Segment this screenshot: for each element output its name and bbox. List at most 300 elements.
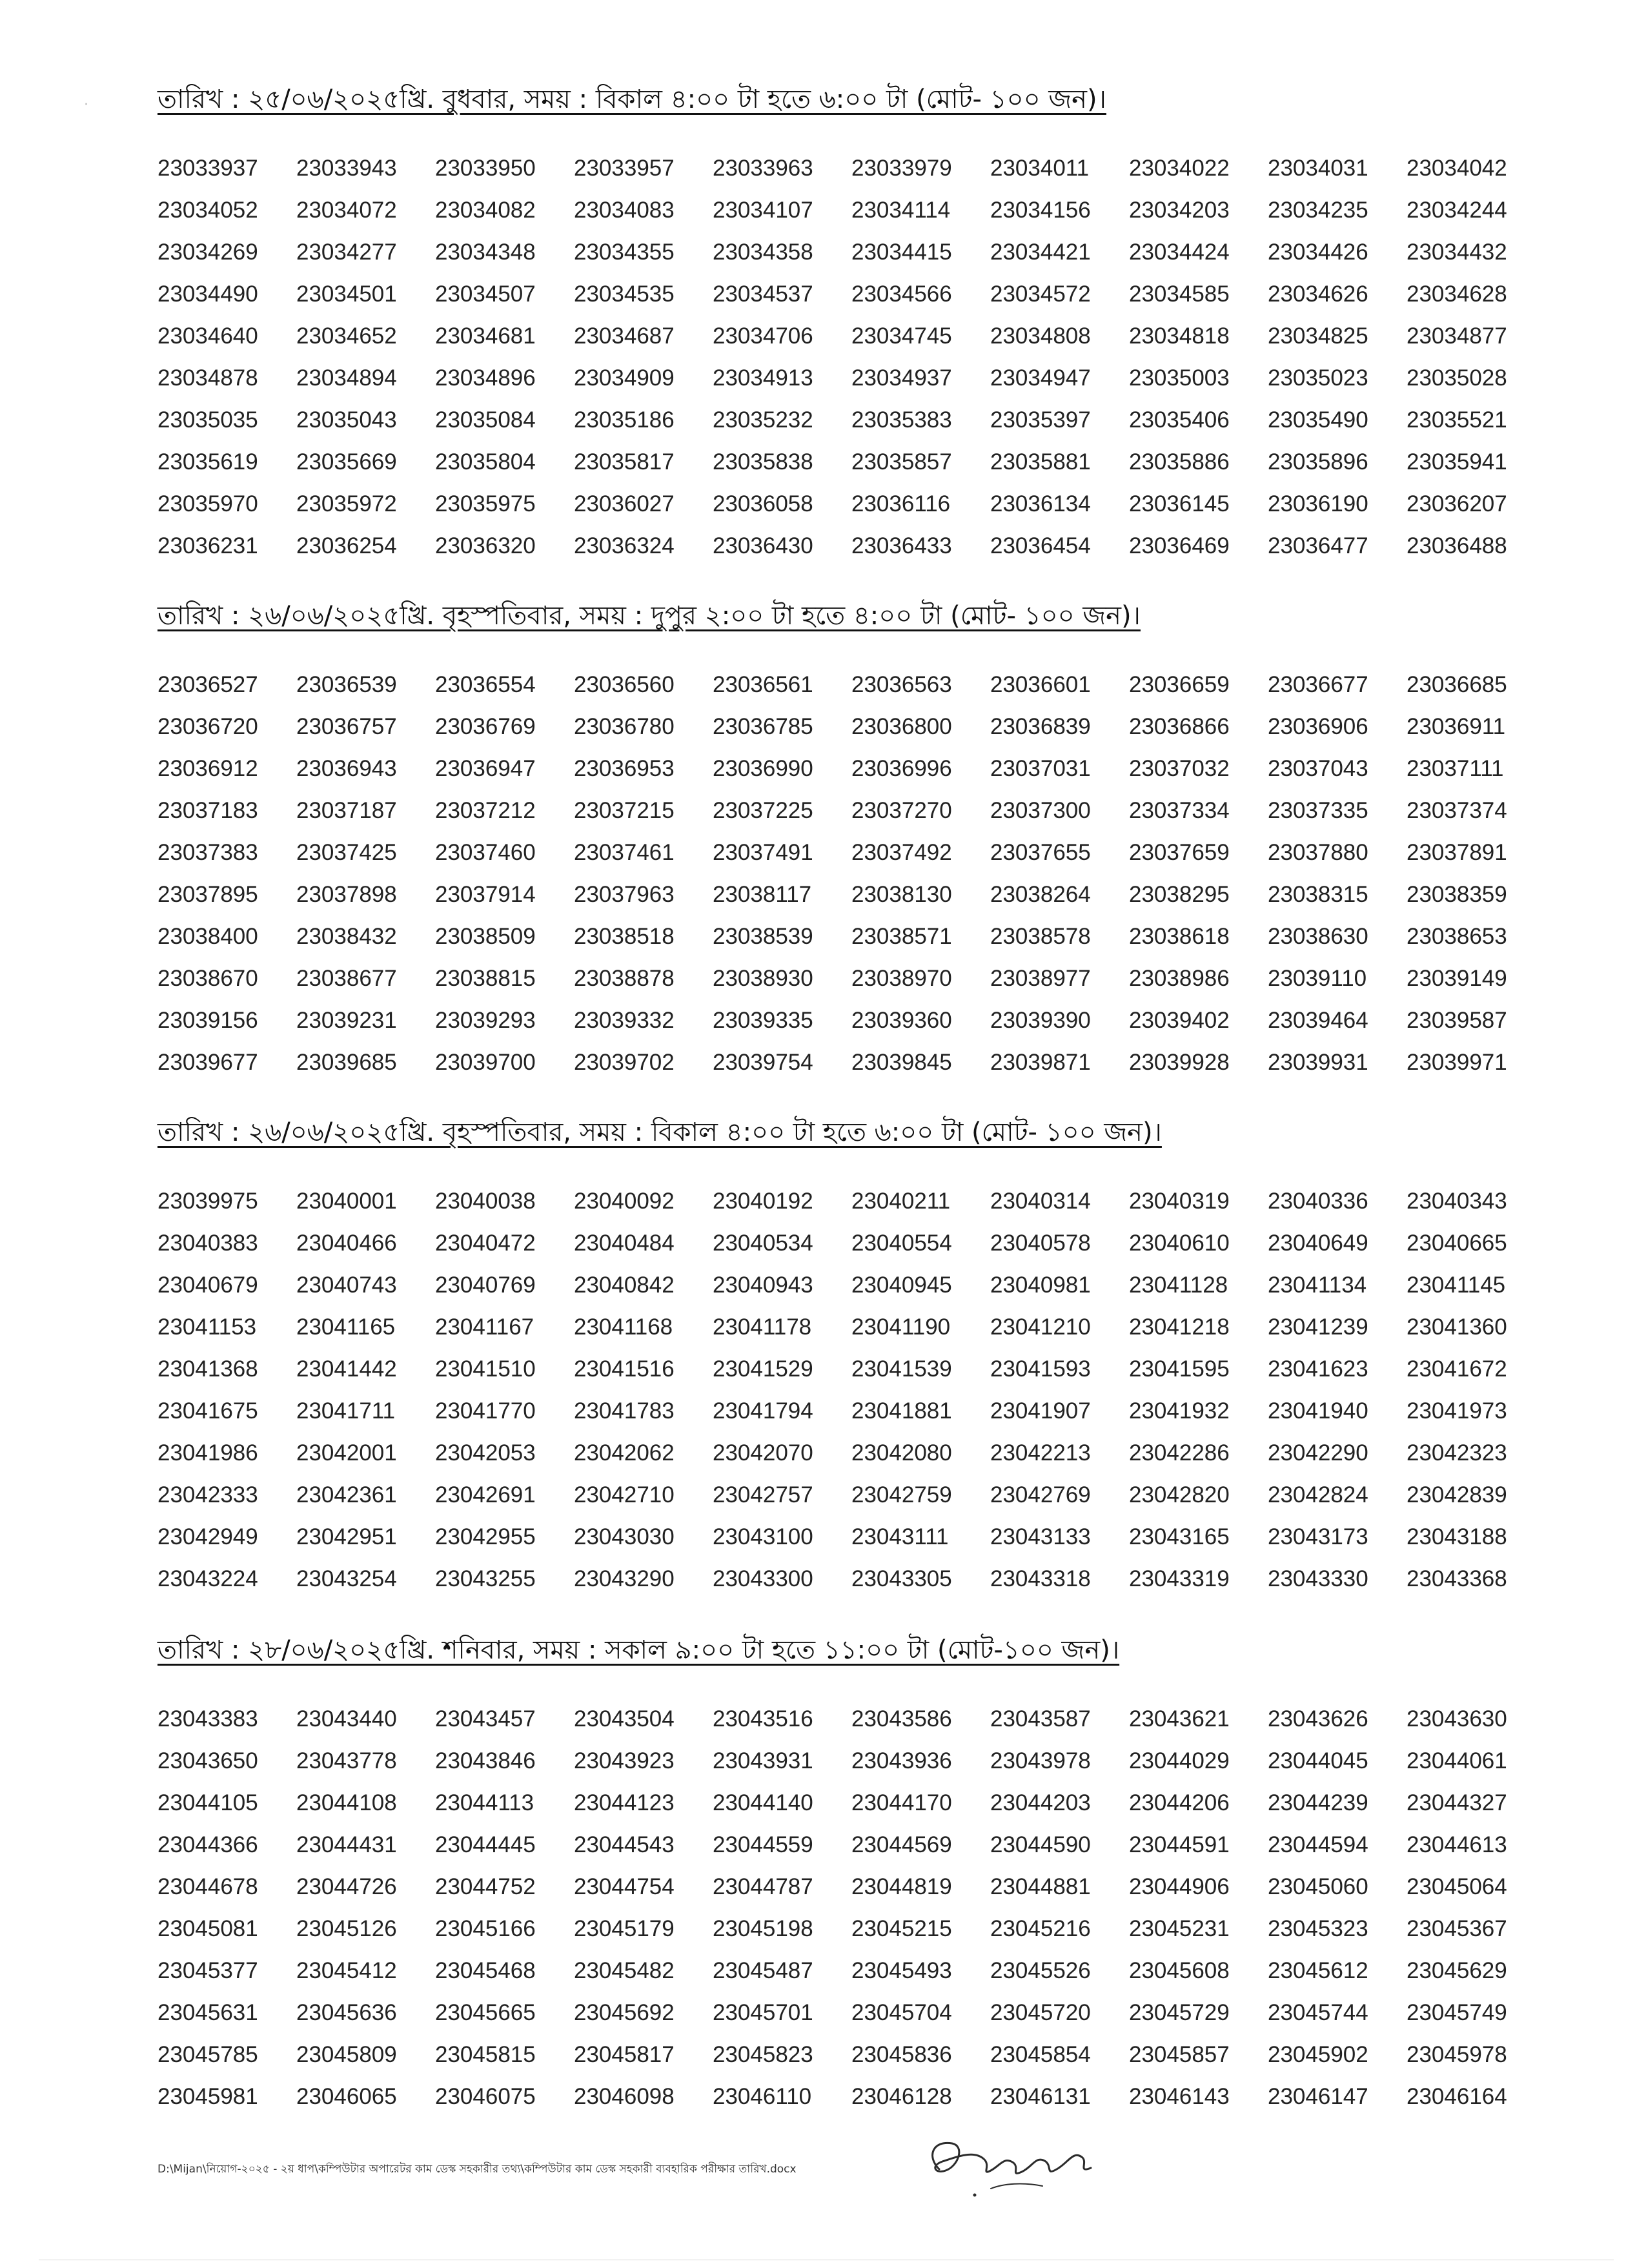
roll-number: 23043586 bbox=[851, 1706, 952, 1732]
roll-number: 23044754 bbox=[574, 1874, 675, 1899]
roll-number: 23040578 bbox=[990, 1231, 1091, 1256]
roll-number: 23037383 bbox=[157, 840, 258, 865]
roll-number: 23037492 bbox=[851, 840, 952, 865]
roll-number: 23037491 bbox=[713, 840, 813, 865]
roll-number: 23036190 bbox=[1268, 491, 1368, 516]
roll-number: 23039156 bbox=[157, 1008, 258, 1033]
roll-number: 23038653 bbox=[1407, 924, 1507, 949]
roll-number: 23034818 bbox=[1129, 323, 1230, 349]
roll-number: 23041593 bbox=[990, 1356, 1091, 1382]
roll-number: 23044203 bbox=[990, 1790, 1091, 1815]
roll-number: 23044590 bbox=[990, 1832, 1091, 1857]
roll-number: 23036145 bbox=[1129, 491, 1230, 516]
roll-number: 23034507 bbox=[435, 281, 536, 307]
roll-number: 23037659 bbox=[1129, 840, 1230, 865]
roll-number: 23035084 bbox=[435, 407, 536, 433]
roll-number: 23045631 bbox=[157, 2000, 258, 2025]
roll-number: 23034501 bbox=[296, 281, 397, 307]
roll-number: 23045836 bbox=[851, 2042, 952, 2067]
roll-number: 23039975 bbox=[157, 1189, 258, 1214]
roll-number: 23036996 bbox=[851, 756, 952, 781]
roll-number: 23040554 bbox=[851, 1231, 952, 1256]
roll-number: 23035043 bbox=[296, 407, 397, 433]
roll-number: 23036539 bbox=[296, 672, 397, 697]
roll-number: 23045817 bbox=[574, 2042, 675, 2067]
roll-number: 23042286 bbox=[1129, 1440, 1230, 1466]
roll-number: 23043383 bbox=[157, 1706, 258, 1732]
roll-number: 23034537 bbox=[713, 281, 813, 307]
roll-number: 23046143 bbox=[1129, 2084, 1230, 2109]
roll-number: 23034937 bbox=[851, 365, 952, 391]
roll-number: 23044327 bbox=[1407, 1790, 1507, 1815]
roll-number: 23040001 bbox=[296, 1189, 397, 1214]
roll-number: 23041881 bbox=[851, 1398, 952, 1424]
roll-number: 23040649 bbox=[1268, 1231, 1368, 1256]
roll-number: 23034652 bbox=[296, 323, 397, 349]
roll-number-grid bbox=[157, 664, 1545, 1083]
roll-number: 23043030 bbox=[574, 1524, 675, 1549]
roll-number: 23042824 bbox=[1268, 1482, 1368, 1507]
roll-number: 23044881 bbox=[990, 1874, 1091, 1899]
roll-number: 23043100 bbox=[713, 1524, 813, 1549]
roll-number: 23045216 bbox=[990, 1916, 1091, 1941]
roll-number: 23044113 bbox=[435, 1790, 534, 1815]
roll-number: 23041794 bbox=[713, 1398, 813, 1424]
roll-number: 23045701 bbox=[713, 2000, 813, 2025]
roll-number: 23034355 bbox=[574, 240, 675, 265]
roll-number: 23045526 bbox=[990, 1958, 1091, 1983]
roll-number: 23034585 bbox=[1129, 281, 1230, 307]
roll-number: 23043318 bbox=[990, 1566, 1091, 1591]
roll-number: 23040383 bbox=[157, 1231, 258, 1256]
roll-number: 23036800 bbox=[851, 714, 952, 739]
roll-number: 23041128 bbox=[1129, 1272, 1228, 1298]
roll-number: 23040484 bbox=[574, 1231, 675, 1256]
roll-number: 23044678 bbox=[157, 1874, 258, 1899]
roll-number: 23041770 bbox=[435, 1398, 536, 1424]
roll-number: 23043188 bbox=[1407, 1524, 1507, 1549]
roll-number: 23034244 bbox=[1407, 198, 1507, 223]
roll-number: 23034042 bbox=[1407, 156, 1507, 181]
roll-number: 23037914 bbox=[435, 882, 536, 907]
roll-number: 23034421 bbox=[990, 240, 1091, 265]
roll-number: 23036785 bbox=[713, 714, 813, 739]
roll-number: 23041190 bbox=[851, 1314, 951, 1340]
roll-number: 23040665 bbox=[1407, 1231, 1507, 1256]
roll-number: 23034745 bbox=[851, 323, 952, 349]
roll-number: 23035397 bbox=[990, 407, 1091, 433]
roll-number: 23036866 bbox=[1129, 714, 1230, 739]
roll-number: 23035886 bbox=[1129, 449, 1230, 475]
roll-number: 23039971 bbox=[1407, 1050, 1507, 1075]
roll-number: 23043165 bbox=[1129, 1524, 1230, 1549]
roll-number: 23035490 bbox=[1268, 407, 1368, 433]
roll-number: 23044108 bbox=[296, 1790, 397, 1815]
roll-number: 23045231 bbox=[1129, 1916, 1230, 1941]
roll-number: 23034235 bbox=[1268, 198, 1368, 223]
roll-number: 23042070 bbox=[713, 1440, 813, 1466]
roll-number: 23036554 bbox=[435, 672, 536, 697]
roll-number: 23034572 bbox=[990, 281, 1091, 307]
roll-number: 23041442 bbox=[296, 1356, 397, 1382]
roll-number: 23043923 bbox=[574, 1748, 675, 1773]
roll-number: 23037215 bbox=[574, 798, 675, 823]
roll-number: 23037655 bbox=[990, 840, 1091, 865]
roll-number: 23034909 bbox=[574, 365, 675, 391]
roll-number: 23041239 bbox=[1268, 1314, 1368, 1340]
roll-number: 23039700 bbox=[435, 1050, 536, 1075]
roll-number: 23035972 bbox=[296, 491, 397, 516]
roll-number: 23036058 bbox=[713, 491, 813, 516]
signature-image bbox=[913, 2130, 1107, 2204]
roll-number: 23034415 bbox=[851, 240, 952, 265]
roll-number: 23034203 bbox=[1129, 198, 1230, 223]
roll-number: 23042361 bbox=[296, 1482, 397, 1507]
roll-number: 23035521 bbox=[1407, 407, 1507, 433]
roll-number: 23045809 bbox=[296, 2042, 397, 2067]
roll-number: 23041986 bbox=[157, 1440, 258, 1466]
roll-number: 23036134 bbox=[990, 491, 1091, 516]
roll-number: 23040943 bbox=[713, 1272, 813, 1298]
roll-number: 23039335 bbox=[713, 1008, 813, 1033]
roll-number: 23042820 bbox=[1129, 1482, 1230, 1507]
section-heading: তারিখ : ২৬/০৬/২০২৫খ্রি. বৃহস্পতিবার, সময় : দুপুর ২:০০ টা হতে ৪:০০ টা (মোট- ১০০ জন)। bbox=[157, 601, 1141, 631]
roll-number: 23044045 bbox=[1268, 1748, 1368, 1773]
roll-number: 23036563 bbox=[851, 672, 952, 697]
section-heading: তারিখ : ২৮/০৬/২০২৫খ্রি. শনিবার, সময় : সকাল ৯:০০ টা হতে ১১:০০ টা (মোট-১০০ জন)। bbox=[157, 1635, 1120, 1665]
roll-number: 23045629 bbox=[1407, 1958, 1507, 1983]
roll-number: 23034052 bbox=[157, 198, 258, 223]
roll-number: 23037270 bbox=[851, 798, 952, 823]
roll-number: 23041672 bbox=[1407, 1356, 1507, 1382]
roll-number: 23040945 bbox=[851, 1272, 952, 1298]
roll-number: 23036027 bbox=[574, 491, 675, 516]
roll-number: 23042080 bbox=[851, 1440, 952, 1466]
roll-number: 23035406 bbox=[1129, 407, 1230, 433]
roll-number: 23038815 bbox=[435, 966, 536, 991]
roll-number: 23038117 bbox=[713, 882, 812, 907]
roll-number: 23042759 bbox=[851, 1482, 952, 1507]
roll-number: 23036769 bbox=[435, 714, 536, 739]
roll-number: 23040336 bbox=[1268, 1189, 1368, 1214]
roll-number: 23039845 bbox=[851, 1050, 952, 1075]
roll-number: 23034358 bbox=[713, 240, 813, 265]
roll-number: 23036943 bbox=[296, 756, 397, 781]
roll-number: 23043846 bbox=[435, 1748, 536, 1773]
roll-number: 23045981 bbox=[157, 2084, 258, 2109]
roll-number: 23035035 bbox=[157, 407, 258, 433]
roll-number: 23035941 bbox=[1407, 449, 1507, 475]
section-heading: তারিখ : ২৬/০৬/২০২৫খ্রি. বৃহস্পতিবার, সময় : বিকাল ৪:০০ টা হতে ৬:০০ টা (মোট- ১০০ জন)। bbox=[157, 1118, 1162, 1147]
roll-number: 23039702 bbox=[574, 1050, 675, 1075]
roll-number: 23034825 bbox=[1268, 323, 1368, 349]
roll-number: 23044594 bbox=[1268, 1832, 1368, 1857]
roll-number: 23046110 bbox=[713, 2084, 812, 2109]
roll-number: 23036324 bbox=[574, 533, 675, 558]
roll-number: 23044726 bbox=[296, 1874, 397, 1899]
roll-number: 23033937 bbox=[157, 156, 258, 181]
roll-number: 23045749 bbox=[1407, 2000, 1507, 2025]
roll-number: 23038432 bbox=[296, 924, 397, 949]
roll-number: 23039332 bbox=[574, 1008, 675, 1033]
roll-number: 23044431 bbox=[296, 1832, 397, 1857]
roll-number: 23044366 bbox=[157, 1832, 258, 1857]
roll-number: 23037111 bbox=[1407, 756, 1504, 781]
roll-number: 23044123 bbox=[574, 1790, 675, 1815]
roll-number: 23039360 bbox=[851, 1008, 952, 1033]
roll-number: 23034269 bbox=[157, 240, 258, 265]
roll-number: 23038509 bbox=[435, 924, 536, 949]
roll-number: 23041675 bbox=[157, 1398, 258, 1424]
roll-number: 23034808 bbox=[990, 323, 1091, 349]
roll-number: 23045854 bbox=[990, 2042, 1091, 2067]
roll-number: 23045126 bbox=[296, 1916, 397, 1941]
roll-number: 23036527 bbox=[157, 672, 258, 697]
roll-number: 23040466 bbox=[296, 1231, 397, 1256]
roll-number: 23044543 bbox=[574, 1832, 675, 1857]
roll-number: 23040679 bbox=[157, 1272, 258, 1298]
roll-number: 23045323 bbox=[1268, 1916, 1368, 1941]
roll-number: 23034432 bbox=[1407, 240, 1507, 265]
file-path-footer: D:\Mijan\নিয়োগ-২০২৫ - ২য় ধাপ\কম্পিউটার অপারেটর কাম ডেস্ক সহকারীর তথ্য\কম্পিউটার কাম ডেস্ক সহকারী ব্যবহারিক পরীক্ষার তারিখ.docx bbox=[157, 2163, 797, 2176]
roll-number: 23043173 bbox=[1268, 1524, 1368, 1549]
roll-number: 23041529 bbox=[713, 1356, 813, 1382]
roll-number-grid bbox=[157, 1698, 1545, 2118]
roll-number: 23037032 bbox=[1129, 756, 1230, 781]
roll-number: 23046147 bbox=[1268, 2084, 1368, 2109]
roll-number: 23042710 bbox=[574, 1482, 675, 1507]
roll-number: 23037963 bbox=[574, 882, 675, 907]
roll-number: 23044752 bbox=[435, 1874, 536, 1899]
roll-number: 23036430 bbox=[713, 533, 813, 558]
roll-number: 23036560 bbox=[574, 672, 675, 697]
roll-number: 23041153 bbox=[157, 1314, 257, 1340]
roll-number: 23039928 bbox=[1129, 1050, 1230, 1075]
roll-number: 23045720 bbox=[990, 2000, 1091, 2025]
roll-number: 23036720 bbox=[157, 714, 258, 739]
roll-number: 23044787 bbox=[713, 1874, 813, 1899]
section-heading: তারিখ : ২৫/০৬/২০২৫খ্রি. বুধবার, সময় : বিকাল ৪:০০ টা হতে ৬:০০ টা (মোট- ১০০ জন)। bbox=[157, 85, 1106, 114]
roll-number: 23044906 bbox=[1129, 1874, 1230, 1899]
roll-number: 23045482 bbox=[574, 1958, 675, 1983]
roll-number: 23041145 bbox=[1407, 1272, 1506, 1298]
roll-number: 23037335 bbox=[1268, 798, 1368, 823]
roll-number: 23044819 bbox=[851, 1874, 952, 1899]
roll-number: 23036601 bbox=[990, 672, 1091, 697]
roll-number: 23034626 bbox=[1268, 281, 1368, 307]
roll-number: 23035857 bbox=[851, 449, 952, 475]
roll-number: 23041178 bbox=[713, 1314, 812, 1340]
roll-number: 23037225 bbox=[713, 798, 813, 823]
roll-number: 23045487 bbox=[713, 1958, 813, 1983]
roll-number: 23043931 bbox=[713, 1748, 813, 1773]
roll-number: 23040343 bbox=[1407, 1189, 1507, 1214]
roll-number: 23045978 bbox=[1407, 2042, 1507, 2067]
roll-number: 23038359 bbox=[1407, 882, 1507, 907]
roll-number: 23045665 bbox=[435, 2000, 536, 2025]
roll-number: 23034277 bbox=[296, 240, 397, 265]
roll-number: 23040192 bbox=[713, 1189, 813, 1214]
roll-number: 23043650 bbox=[157, 1748, 258, 1773]
roll-number: 23043133 bbox=[990, 1524, 1091, 1549]
roll-number: 23041168 bbox=[574, 1314, 673, 1340]
roll-number: 23040319 bbox=[1129, 1189, 1230, 1214]
roll-number: 23035028 bbox=[1407, 365, 1507, 391]
roll-number: 23034490 bbox=[157, 281, 258, 307]
roll-number: 23043305 bbox=[851, 1566, 952, 1591]
roll-number: 23038986 bbox=[1129, 966, 1230, 991]
roll-number: 23034348 bbox=[435, 240, 536, 265]
roll-number: 23036912 bbox=[157, 756, 258, 781]
roll-number: 23040842 bbox=[574, 1272, 675, 1298]
roll-number: 23037425 bbox=[296, 840, 397, 865]
roll-number: 23043255 bbox=[435, 1566, 536, 1591]
roll-number: 23042949 bbox=[157, 1524, 258, 1549]
roll-number: 23043290 bbox=[574, 1566, 675, 1591]
roll-number: 23042053 bbox=[435, 1440, 536, 1466]
roll-number-grid bbox=[157, 147, 1545, 567]
roll-number: 23043587 bbox=[990, 1706, 1091, 1732]
roll-number: 23046131 bbox=[990, 2084, 1091, 2109]
roll-number: 23036677 bbox=[1268, 672, 1368, 697]
roll-number: 23043319 bbox=[1129, 1566, 1230, 1591]
roll-number: 23039402 bbox=[1129, 1008, 1230, 1033]
roll-number: 23042769 bbox=[990, 1482, 1091, 1507]
roll-number: 23044029 bbox=[1129, 1748, 1230, 1773]
roll-number: 23042323 bbox=[1407, 1440, 1507, 1466]
roll-number: 23044105 bbox=[157, 1790, 258, 1815]
roll-number: 23042062 bbox=[574, 1440, 675, 1466]
roll-number: 23034894 bbox=[296, 365, 397, 391]
roll-number: 23042691 bbox=[435, 1482, 536, 1507]
roll-number: 23043621 bbox=[1129, 1706, 1230, 1732]
roll-number: 23037187 bbox=[296, 798, 397, 823]
roll-number: 23036320 bbox=[435, 533, 536, 558]
roll-number: 23041973 bbox=[1407, 1398, 1507, 1424]
roll-number: 23035186 bbox=[574, 407, 675, 433]
roll-number: 23038677 bbox=[296, 966, 397, 991]
roll-number: 23037300 bbox=[990, 798, 1091, 823]
roll-number: 23044239 bbox=[1268, 1790, 1368, 1815]
roll-number: 23036839 bbox=[990, 714, 1091, 739]
roll-number: 23034913 bbox=[713, 365, 813, 391]
roll-number: 23034535 bbox=[574, 281, 675, 307]
roll-number: 23035896 bbox=[1268, 449, 1368, 475]
roll-number: 23035619 bbox=[157, 449, 258, 475]
roll-number: 23034072 bbox=[296, 198, 397, 223]
roll-number: 23045704 bbox=[851, 2000, 952, 2025]
roll-number: 23039149 bbox=[1407, 966, 1507, 991]
roll-number: 23045215 bbox=[851, 1916, 952, 1941]
roll-number: 23038571 bbox=[851, 924, 952, 949]
roll-number: 23038539 bbox=[713, 924, 813, 949]
roll-number: 23040472 bbox=[435, 1231, 536, 1256]
roll-number: 23037880 bbox=[1268, 840, 1368, 865]
roll-number: 23034687 bbox=[574, 323, 675, 349]
roll-number: 23043224 bbox=[157, 1566, 258, 1591]
roll-number: 23038618 bbox=[1129, 924, 1230, 949]
roll-number: 23044613 bbox=[1407, 1832, 1507, 1857]
roll-number: 23033963 bbox=[713, 156, 813, 181]
roll-number: 23044061 bbox=[1407, 1748, 1507, 1773]
roll-number: 23039754 bbox=[713, 1050, 813, 1075]
roll-number: 23044591 bbox=[1129, 1832, 1230, 1857]
roll-number: 23033950 bbox=[435, 156, 536, 181]
roll-number: 23041595 bbox=[1129, 1356, 1230, 1382]
roll-number: 23036477 bbox=[1268, 533, 1368, 558]
roll-number: 23040769 bbox=[435, 1272, 536, 1298]
roll-number: 23034681 bbox=[435, 323, 536, 349]
roll-number: 23036254 bbox=[296, 533, 397, 558]
roll-number: 23045179 bbox=[574, 1916, 675, 1941]
roll-number: 23041368 bbox=[157, 1356, 258, 1382]
roll-number: 23036685 bbox=[1407, 672, 1507, 697]
roll-number: 23041516 bbox=[574, 1356, 675, 1382]
roll-number: 23036906 bbox=[1268, 714, 1368, 739]
roll-number: 23037895 bbox=[157, 882, 258, 907]
roll-number: 23039110 bbox=[1268, 966, 1367, 991]
roll-number: 23037031 bbox=[990, 756, 1091, 781]
scan-mark: · bbox=[84, 97, 88, 113]
roll-number: 23038930 bbox=[713, 966, 813, 991]
roll-number: 23041360 bbox=[1407, 1314, 1507, 1340]
roll-number: 23036947 bbox=[435, 756, 536, 781]
roll-number: 23037460 bbox=[435, 840, 536, 865]
roll-number: 23035023 bbox=[1268, 365, 1368, 391]
roll-number: 23045081 bbox=[157, 1916, 258, 1941]
roll-number: 23043778 bbox=[296, 1748, 397, 1773]
roll-number: 23043626 bbox=[1268, 1706, 1368, 1732]
roll-number: 23046075 bbox=[435, 2084, 536, 2109]
roll-number: 23039464 bbox=[1268, 1008, 1368, 1033]
roll-number: 23045823 bbox=[713, 2042, 813, 2067]
roll-number: 23041167 bbox=[435, 1314, 534, 1340]
roll-number: 23043936 bbox=[851, 1748, 952, 1773]
roll-number: 23035881 bbox=[990, 449, 1091, 475]
roll-number: 23036454 bbox=[990, 533, 1091, 558]
roll-number: 23038670 bbox=[157, 966, 258, 991]
roll-number: 23042290 bbox=[1268, 1440, 1368, 1466]
roll-number: 23035975 bbox=[435, 491, 536, 516]
roll-number: 23043300 bbox=[713, 1566, 813, 1591]
roll-number: 23045744 bbox=[1268, 2000, 1368, 2025]
roll-number: 23037898 bbox=[296, 882, 397, 907]
roll-number: 23035669 bbox=[296, 449, 397, 475]
roll-number: 23034107 bbox=[713, 198, 813, 223]
roll-number: 23045064 bbox=[1407, 1874, 1507, 1899]
roll-number: 23038630 bbox=[1268, 924, 1368, 949]
roll-number: 23039871 bbox=[990, 1050, 1091, 1075]
roll-number: 23037374 bbox=[1407, 798, 1507, 823]
roll-number: 23041907 bbox=[990, 1398, 1091, 1424]
roll-number: 23041510 bbox=[435, 1356, 536, 1382]
roll-number: 23038315 bbox=[1268, 882, 1368, 907]
roll-number: 23034640 bbox=[157, 323, 258, 349]
roll-number: 23035383 bbox=[851, 407, 952, 433]
roll-number: 23044206 bbox=[1129, 1790, 1230, 1815]
roll-number: 23035970 bbox=[157, 491, 258, 516]
roll-number: 23042001 bbox=[296, 1440, 397, 1466]
roll-number: 23036990 bbox=[713, 756, 813, 781]
roll-number: 23034011 bbox=[990, 156, 1090, 181]
roll-number-grid bbox=[157, 1180, 1545, 1600]
roll-number: 23036757 bbox=[296, 714, 397, 739]
roll-number: 23034878 bbox=[157, 365, 258, 391]
roll-number: 23042951 bbox=[296, 1524, 397, 1549]
roll-number: 23045493 bbox=[851, 1958, 952, 1983]
roll-number: 23046164 bbox=[1407, 2084, 1507, 2109]
roll-number: 23038130 bbox=[851, 882, 952, 907]
